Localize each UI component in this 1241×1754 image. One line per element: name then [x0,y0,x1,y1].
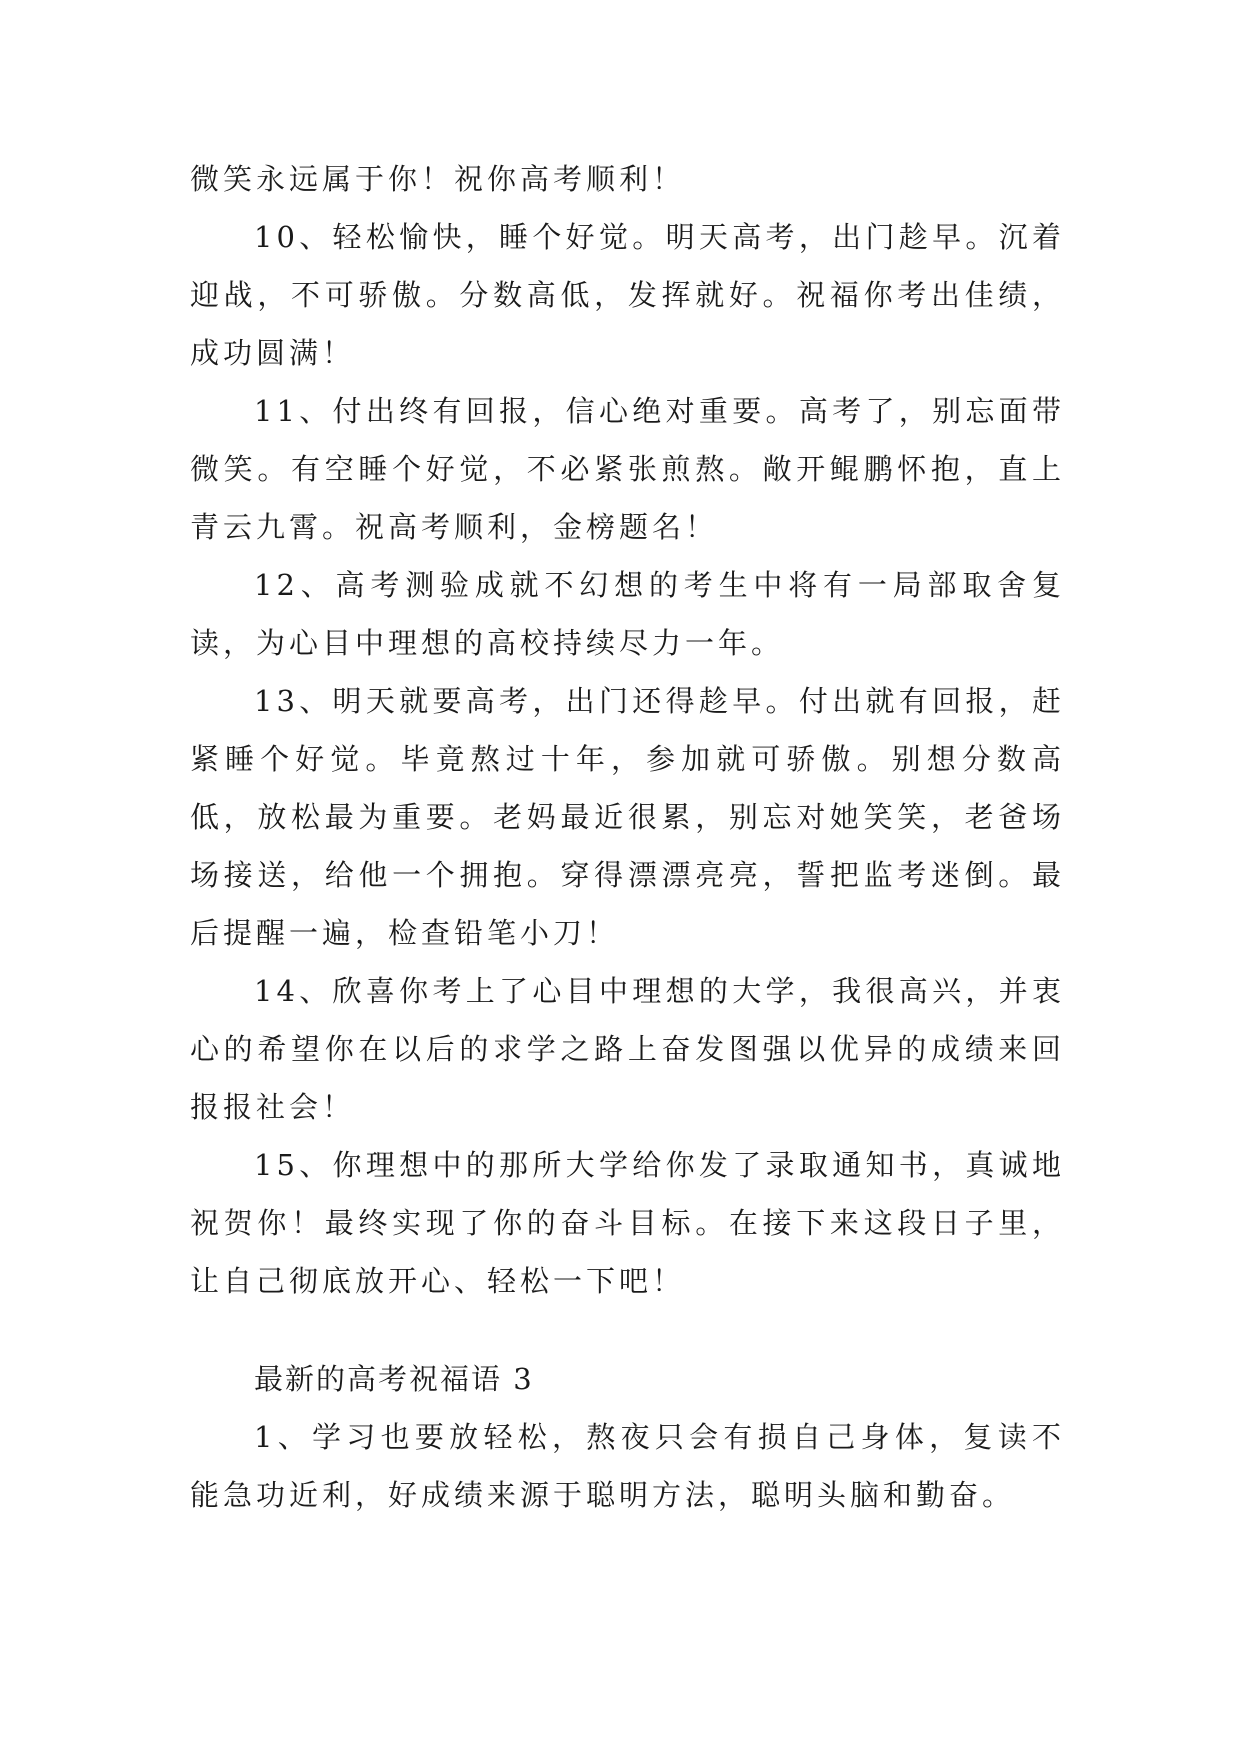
paragraph-item-11: 11、付出终有回报，信心绝对重要。高考了，别忘面带微笑。有空睡个好觉，不必紧张煎熬。敞开鲲鹏怀抱，直上青云九霄。祝高考顺利，金榜题名！ [190,394,1065,544]
document-body [190,150,1065,1524]
paragraph-continuation: 微笑永远属于你！祝你高考顺利！ [190,162,686,196]
paragraph-item-10: 10、轻松愉快，睡个好觉。明天高考，出门趁早。沉着迎战，不可骄傲。分数高低，发挥就好。祝福你考出佳绩，成功圆满！ [190,220,1065,370]
paragraph-item-13: 13、明天就要高考，出门还得趁早。付出就有回报，赶紧睡个好觉。毕竟熬过十年，参加就可骄傲。别想分数高低，放松最为重要。老妈最近很累，别忘对她笑笑，老爸场场接送，给他一个拥抱。穿得漂漂亮亮，誓把监考迷倒。最后提醒一遍，检查铅笔小刀！ [190,684,1065,950]
paragraph-item-12: 12、高考测验成就不幻想的考生中将有一局部取舍复读，为心目中理想的高校持续尽力一年。 [190,568,1065,660]
section-heading: 最新的高考祝福语 3 [254,1362,534,1396]
paragraph-item-15: 15、你理想中的那所大学给你发了录取通知书，真诚地祝贺你！最终实现了你的奋斗目标。在接下来这段日子里，让自己彻底放开心、轻松一下吧！ [190,1148,1065,1298]
section-paragraph-item-1: 1、学习也要放轻松，熬夜只会有损自己身体，复读不能急功近利，好成绩来源于聪明方法，聪明头脑和勤奋。 [190,1420,1065,1512]
paragraph-item-14: 14、欣喜你考上了心目中理想的大学，我很高兴，并衷心的希望你在以后的求学之路上奋发图强以优异的成绩来回报报社会！ [190,974,1065,1124]
